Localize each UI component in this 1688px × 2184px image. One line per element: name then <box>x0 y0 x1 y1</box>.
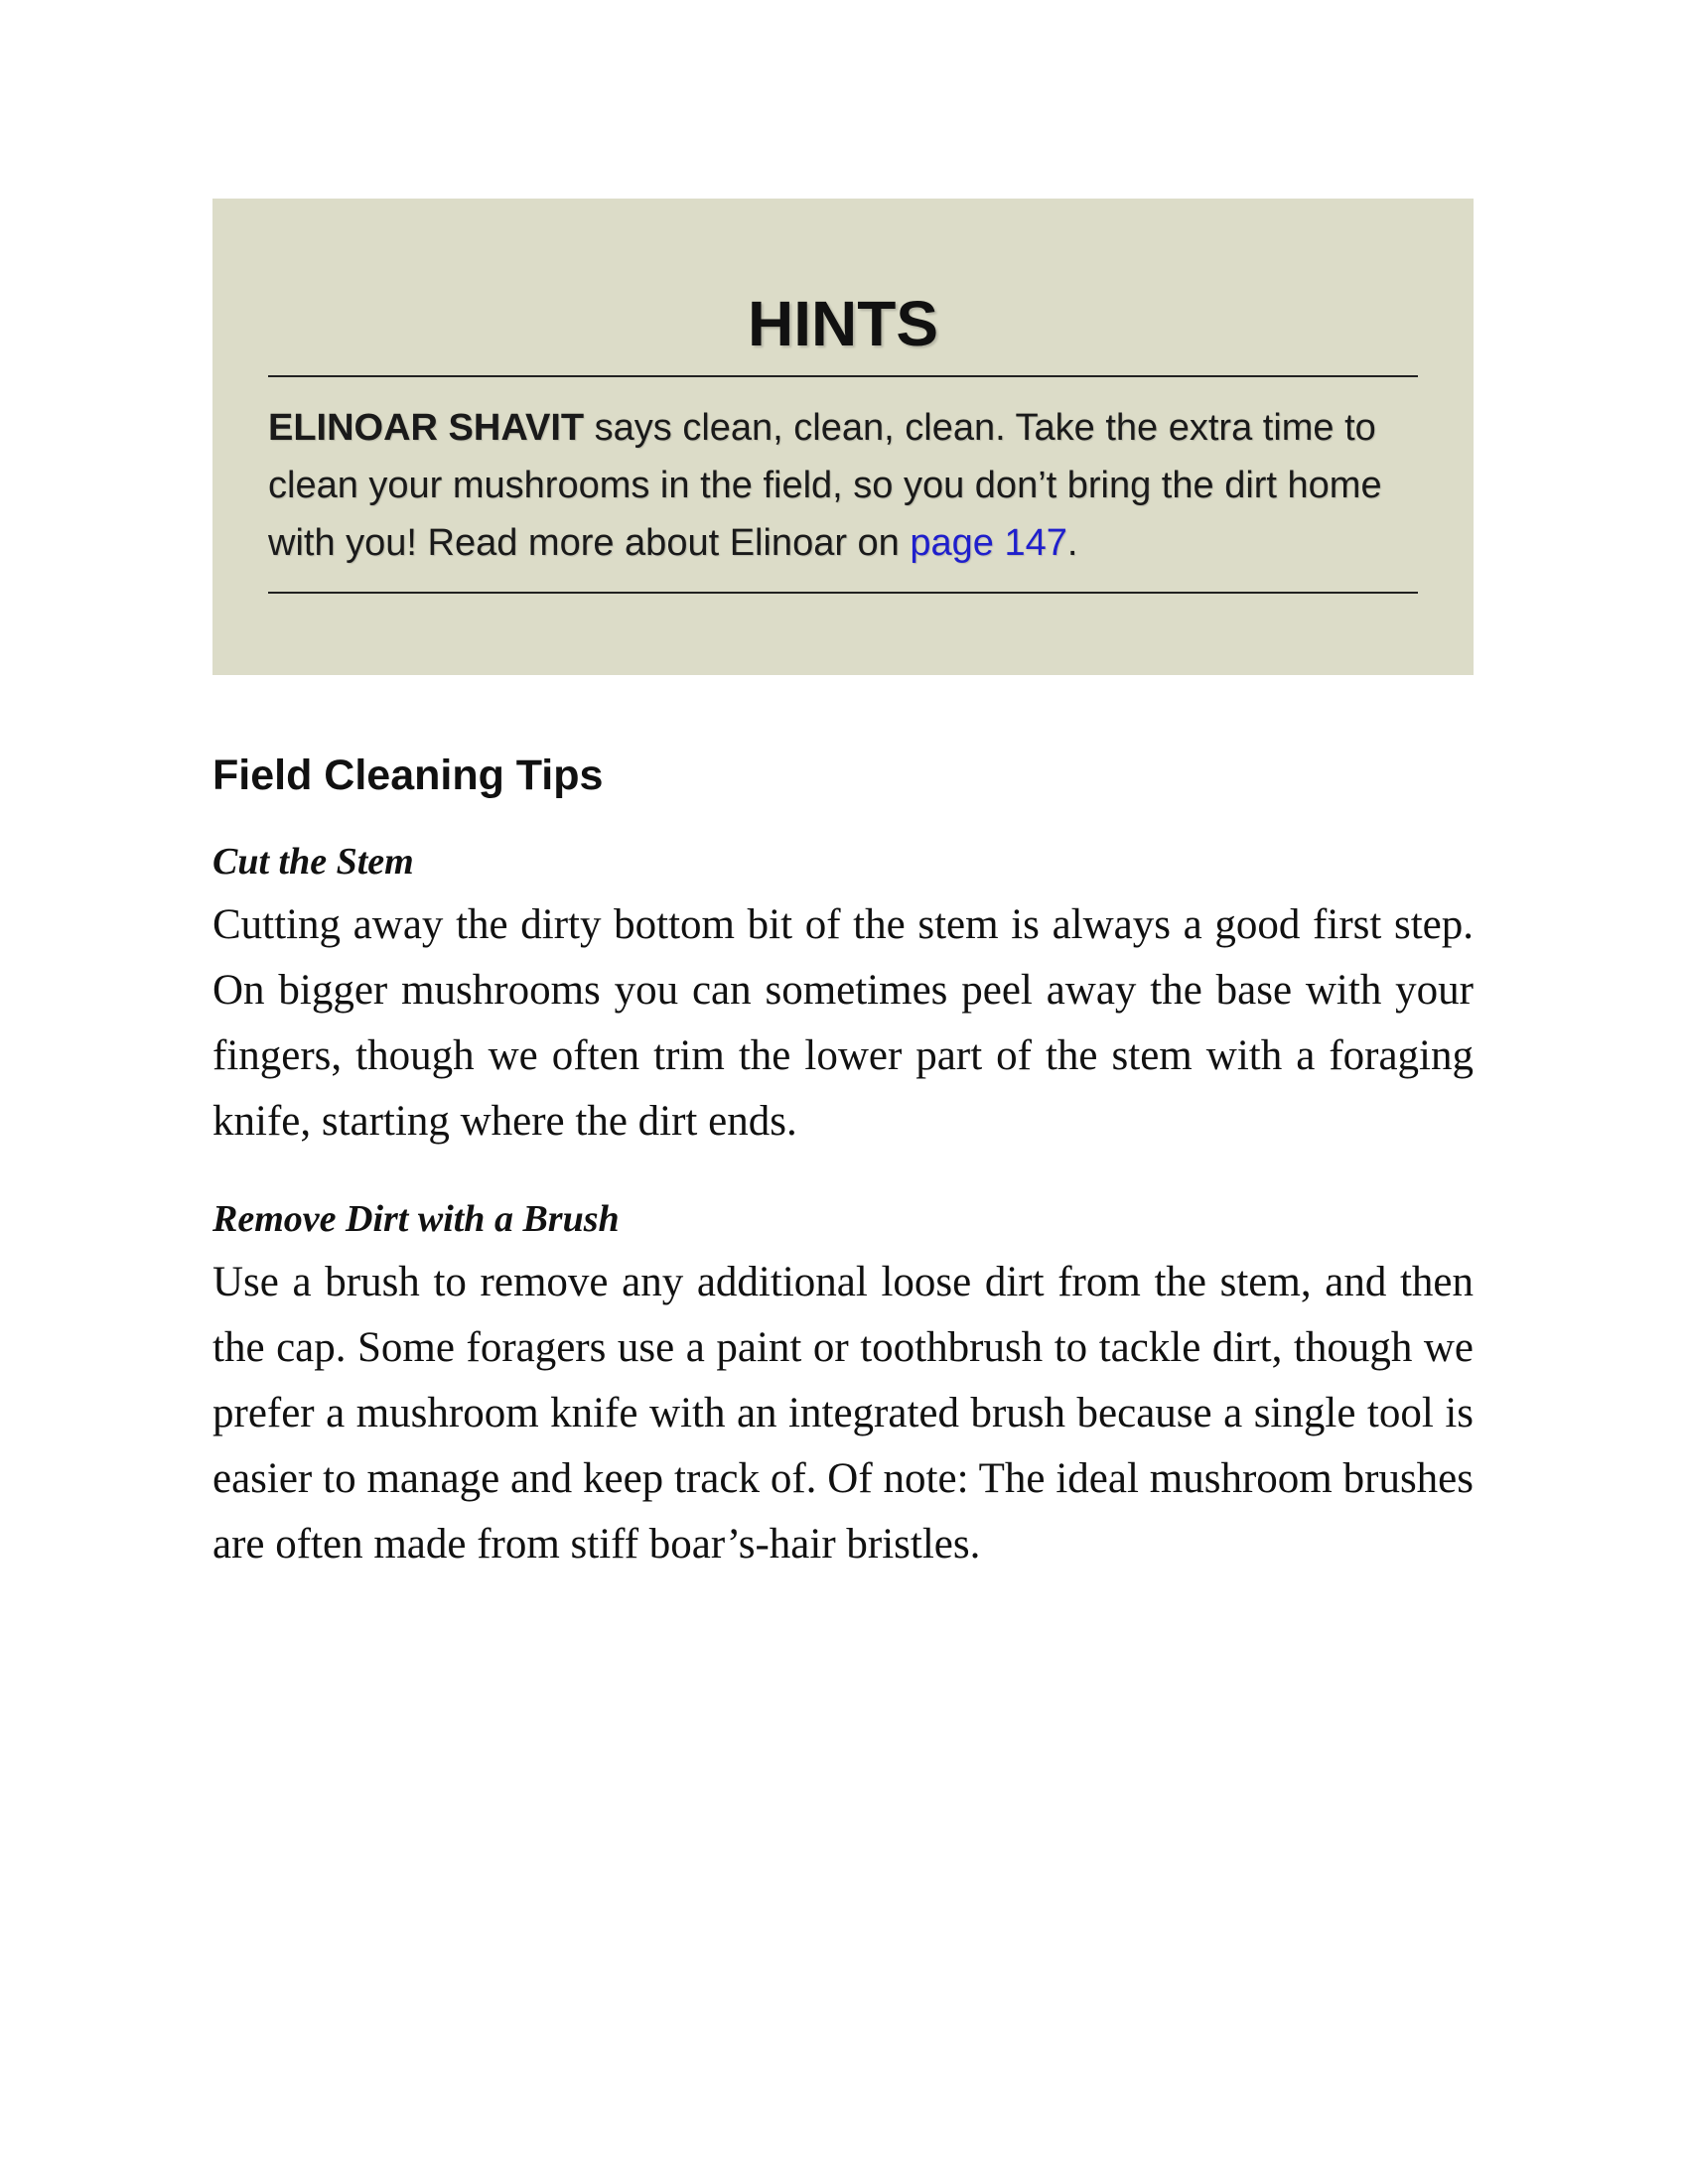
tip-remove-dirt <box>212 1194 1474 1577</box>
tip-body: Cutting away the dirty bottom bit of the stem is always a good first step. On bigger mushrooms you can sometimes peel away the base with your fingers, though we often trim the lower part of the stem with a foraging knife, starting where the dirt ends. <box>212 901 1474 1145</box>
tip-title: Remove Dirt with a Brush <box>212 1198 620 1240</box>
hints-text <box>268 399 1418 572</box>
tip-cut-stem <box>212 837 1474 1155</box>
tip-body: Use a brush to remove any additional loose dirt from the stem, and then the cap. Some foragers use a paint or toothbrush to tackle dirt, though we prefer a mushroom knife with an integrated brush because a single tool is easier to manage and keep track of. Of note: The ideal mushroom brushes are often made from stiff boar’s-hair bristles. <box>212 1259 1474 1568</box>
hints-top-rule <box>268 375 1418 377</box>
tip-title: Cut the Stem <box>212 841 414 883</box>
page-link[interactable]: page 147 <box>910 522 1067 564</box>
hint-author-name: ELINOAR SHAVIT <box>268 407 585 449</box>
hints-bottom-rule <box>268 592 1418 594</box>
section-heading: Field Cleaning Tips <box>212 751 604 799</box>
hint-body: says clean, clean, clean. Take the extra time to clean your mushrooms in the field, so you don’t bring the dirt home with you! Read more about Elinoar on <box>268 407 1382 564</box>
hints-title: HINTS <box>748 288 938 359</box>
main-content <box>212 750 1474 1617</box>
hint-end: . <box>1066 522 1078 564</box>
hints-box <box>212 199 1474 675</box>
